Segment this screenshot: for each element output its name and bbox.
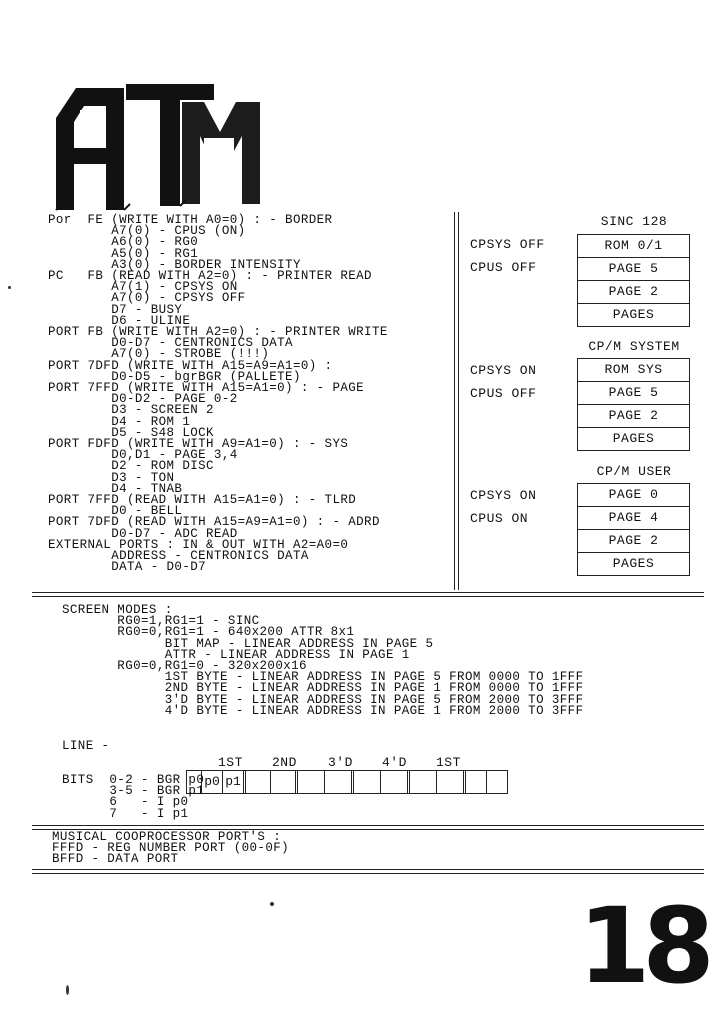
line-cell <box>381 771 410 793</box>
atm-logo <box>54 78 266 212</box>
cpus-label: CPUS OFF <box>470 386 537 401</box>
bits-line: 7 - I p1 <box>62 806 189 821</box>
column-divider <box>458 212 459 590</box>
screen-mode-line: RG0=0,RG1=1 - 640x200 ATTR 8x1 <box>62 625 355 640</box>
memory-map-cpm-user <box>577 483 690 576</box>
port-line: PORT 7FFD (READ WITH A15=A1=0) : - TLRD <box>48 493 357 508</box>
screen-mode-line: 3'D BYTE - LINEAR ADDRESS IN PAGE 5 FROM 2000 TO 3FFF <box>62 692 584 707</box>
port-line: D0-D7 - CENTRONICS DATA <box>48 336 293 351</box>
port-line: D5 - S48 LOCK <box>48 425 214 440</box>
section-rule <box>32 869 704 870</box>
port-line: EXTERNAL PORTS : IN & OUT WITH A2=A0=0 <box>48 537 349 552</box>
port-line: D0,D1 - PAGE 3,4 <box>48 448 238 463</box>
screen-mode-line: 1ST BYTE - LINEAR ADDRESS IN PAGE 5 FROM 0000 TO 1FFF <box>62 670 584 685</box>
port-line: D0-D7 - ADC READ <box>48 526 238 541</box>
memory-cell: PAGE 2 <box>578 405 689 428</box>
speck <box>66 985 69 995</box>
port-line: PORT FDFD (WRITE WITH A9=A1=0) : - SYS <box>48 437 349 452</box>
screen-mode-line: ATTR - LINEAR ADDRESS IN PAGE 1 <box>62 647 410 662</box>
port-descriptions <box>48 215 458 574</box>
speck <box>270 902 274 906</box>
memory-cell: PAGES <box>612 431 655 446</box>
line-header: 4'D <box>382 755 407 770</box>
port-line: D7 - BUSY <box>48 302 183 317</box>
memory-cell: ROM SYS <box>578 359 689 382</box>
music-line: FFFD - REG NUMBER PORT (00-0F) <box>52 841 290 856</box>
port-line: D3 - TON <box>48 470 175 485</box>
memory-cell: PAGE 0 <box>578 484 689 507</box>
line-header: 2ND <box>272 755 297 770</box>
line-cell <box>325 771 354 793</box>
screen-mode-line: BIT MAP - LINEAR ADDRESS IN PAGE 5 <box>62 636 434 651</box>
line-label: LINE - <box>62 739 110 753</box>
bits-line: 3-5 - BGR p1 <box>62 784 205 799</box>
screen-mode-line: RG0=0,RG1=0 - 320x200x16 <box>62 659 307 674</box>
page-number: 18 <box>578 885 707 1007</box>
screen-mode-line: RG0=1,RG1=1 - SINC <box>62 614 260 629</box>
cpus-label: CPUS ON <box>470 511 529 526</box>
memory-cell: PAGE 5 <box>578 382 689 405</box>
port-line: PORT 7DFD (READ WITH A15=A9=A1=0) : - ADRD <box>48 515 380 530</box>
port-line: A7(0) - CPUS (ON) <box>48 224 246 239</box>
memory-cell: PAGE 2 <box>578 530 689 553</box>
line-header: 3'D <box>328 755 353 770</box>
port-line: D4 - ROM 1 <box>48 414 191 429</box>
speck <box>8 286 11 289</box>
line-cell <box>466 771 487 793</box>
line-bit-boxes <box>186 770 508 794</box>
map-title-cpm-user: CP/M USER <box>596 464 672 479</box>
memory-cell: ROM 0/1 <box>578 235 689 258</box>
port-line: ADDRESS - CENTRONICS DATA <box>48 549 309 564</box>
column-divider <box>454 212 455 590</box>
line-cell <box>298 771 325 793</box>
section-rule <box>32 825 704 826</box>
port-line: A7(0) - STROBE (!!!) <box>48 347 270 362</box>
memory-map-cpm-system <box>577 358 690 451</box>
line-cell <box>437 771 466 793</box>
line-cell <box>410 771 437 793</box>
cpsys-label: CPSYS OFF <box>470 237 545 252</box>
screen-mode-line: 2ND BYTE - LINEAR ADDRESS IN PAGE 1 FROM 0000 TO 1FFF <box>62 681 584 696</box>
music-line: BFFD - DATA PORT <box>52 852 179 867</box>
port-line: A5(0) - RG1 <box>48 246 199 261</box>
line-header: 1ST <box>436 755 461 770</box>
line-cell <box>487 771 507 793</box>
memory-cell: PAGE 2 <box>578 281 689 304</box>
port-line: A7(1) - CPSYS ON <box>48 280 238 295</box>
bits-line: BITS 0-2 - BGR p0 <box>62 773 205 787</box>
cpsys-label: CPSYS ON <box>470 488 537 503</box>
port-line: D0 - BELL <box>48 504 183 519</box>
cpsys-label: CPSYS ON <box>470 363 537 378</box>
section-rule <box>32 596 704 597</box>
port-line: D0-D2 - PAGE 0-2 <box>48 392 238 407</box>
line-cell: p1 <box>223 771 246 793</box>
port-line: A7(0) - CPSYS OFF <box>48 291 246 306</box>
port-line: A6(0) - RG0 <box>48 235 199 250</box>
map-title-sinc128: SINC 128 <box>600 214 668 229</box>
line-cell <box>354 771 381 793</box>
memory-map-sinc128 <box>577 234 690 327</box>
screen-mode-line: SCREEN MODES : <box>62 603 173 617</box>
section-rule <box>32 873 704 874</box>
screen-mode-line: 4'D BYTE - LINEAR ADDRESS IN PAGE 1 FROM 2000 TO 3FFF <box>62 703 584 718</box>
section-rule <box>32 592 704 593</box>
bits-line: 6 - I p0 <box>62 795 189 810</box>
memory-cell: PAGES <box>612 307 655 322</box>
line-cell <box>246 771 271 793</box>
memory-cell: PAGES <box>612 556 655 571</box>
port-line: D6 - ULINE <box>48 313 191 328</box>
port-line: PORT 7DFD (WRITE WITH A15=A9=A1=0) : <box>48 358 333 373</box>
port-line: A3(0) - BORDER INTENSITY <box>48 257 301 272</box>
memory-cell: PAGE 5 <box>578 258 689 281</box>
line-header: 1ST <box>218 755 243 770</box>
port-line: PORT FB (WRITE WITH A2=0) : - PRINTER WRITE <box>48 325 388 340</box>
music-line: MUSICAL COOPROCESSOR PORT'S : <box>52 830 282 844</box>
port-line: D4 - TNAB <box>48 481 183 496</box>
port-line: D2 - ROM DISC <box>48 459 214 474</box>
line-headers <box>186 755 486 769</box>
port-line: D0-D5 - bgrBGR (PALLETE) <box>48 369 301 384</box>
port-line: Por FE (WRITE WITH A0=0) : - BORDER <box>48 213 333 227</box>
line-cell <box>271 771 298 793</box>
bits-description <box>62 775 204 820</box>
line-cell: p0 <box>202 771 223 793</box>
music-ports <box>52 832 289 866</box>
screen-modes <box>62 605 583 717</box>
map-title-cpm-system: CP/M SYSTEM <box>588 339 680 354</box>
port-line: PC FB (READ WITH A2=0) : - PRINTER READ <box>48 269 372 284</box>
port-line: D3 - SCREEN 2 <box>48 403 214 418</box>
cpus-label: CPUS OFF <box>470 260 537 275</box>
memory-cell: PAGE 4 <box>578 507 689 530</box>
port-line: PORT 7FFD (WRITE WITH A15=A1=0) : - PAGE <box>48 381 365 396</box>
port-line: DATA - D0-D7 <box>48 560 207 575</box>
